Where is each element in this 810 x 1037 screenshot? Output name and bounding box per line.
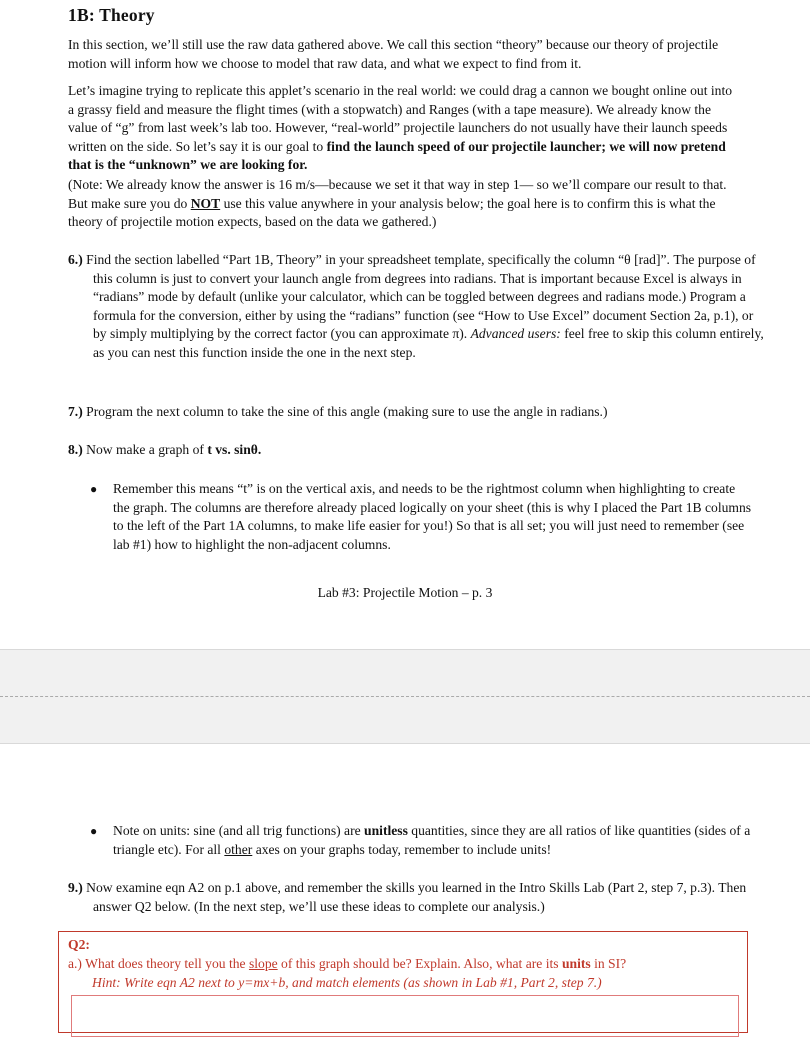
note-paragraph: (Note: We already know the answer is 16 m/s—because we set it that way in step 1— so we’ll compare our result to that. But make sure you do NOT use this value anywhere in your analysis below; the goal here is to confirm this is what the theory of projectile motion expects, based on the data we gathered.) — [68, 177, 727, 230]
page-break — [0, 649, 810, 744]
page-footer: Lab #3: Projectile Motion – p. 3 — [317, 585, 493, 600]
question-q2-box — [58, 931, 748, 1033]
bullet-icon: ● — [90, 482, 98, 496]
section-title: 1B: Theory — [68, 5, 155, 25]
bullet-icon: ● — [90, 824, 98, 838]
page-break-line — [0, 696, 810, 697]
q2-hint: Hint: Write eqn A2 next to y=mx+b, and match elements (as shown in Lab #1, Part 2, step 7.) — [92, 975, 602, 990]
q2-label: Q2: — [68, 937, 90, 952]
bullet-units-note: ● Note on units: sine (and all trig functions) are unitless quantities, since they are all ratios of like quantities (sides of a triangle etc). For all other axes on your graphs today, remember to include units! — [90, 823, 751, 857]
scenario-paragraph: Let’s imagine trying to replicate this applet’s scenario in the real world: we could drag a cannon we bought online out into a grassy field and measure the flight times (with a stopwatch) and Ranges (with a tape measure). We already know the value of “g” from last week’s lab too. However, “real-world” projectile launchers do not usually have their launch speeds written on the side. So let’s say it is our goal to find the launch speed of our projectile launcher; we will now pretend that is the “unknown” we are looking for. — [68, 83, 733, 173]
q2-part-a: a.) What does theory tell you the slope of this graph should be? Explain. Also, what are its units in SI? — [68, 956, 627, 971]
step-8: 8.) Now make a graph of t vs. sinθ. — [68, 442, 262, 457]
intro-paragraph: In this section, we’ll still use the raw data gathered above. We call this section “theory” because our theory of projectile motion will inform how we choose to model that raw data, and what we expect to find from it. — [68, 37, 719, 71]
step-9: 9.) Now examine eqn A2 on p.1 above, and remember the skills you learned in the Intro Skills Lab (Part 2, step 7, p.3). Then answer Q2 below. (In the next step, we’ll use these ideas to complete our analysis.) — [68, 880, 747, 914]
step-7: 7.) Program the next column to take the sine of this angle (making sure to use the angle in radians.) — [68, 404, 608, 419]
bullet-graph-axes: ● Remember this means “t” is on the vertical axis, and needs to be the rightmost column when highlighting to create the graph. The columns are therefore already placed logically on your sheet (this is why I placed the Part 1B columns to the left of the Part 1A columns, to make life easier for you!) So that is all set; you will just need to remember (see lab #1) how to highlight the non-adjacent columns. — [90, 481, 752, 552]
q2-answer-field[interactable] — [71, 995, 739, 1037]
step-6: 6.) Find the section labelled “Part 1B, Theory” in your spreadsheet template, specifically the column “θ [rad]”. The purpose of this column is just to convert your launch angle from degrees into radians. That is important because Excel is always in “radians” mode by default (unlike your calculator, which can be toggled between degrees and radians mode.) Program a formula for the conversion, either by using the “radians” function (see “How to Use Excel” document Section 2a, p.1), or by simply multiplying by the correct factor (you can approximate π). Advanced users: feel free to skip this column entirely, as you can nest this function inside the one in the next step. — [68, 252, 764, 360]
